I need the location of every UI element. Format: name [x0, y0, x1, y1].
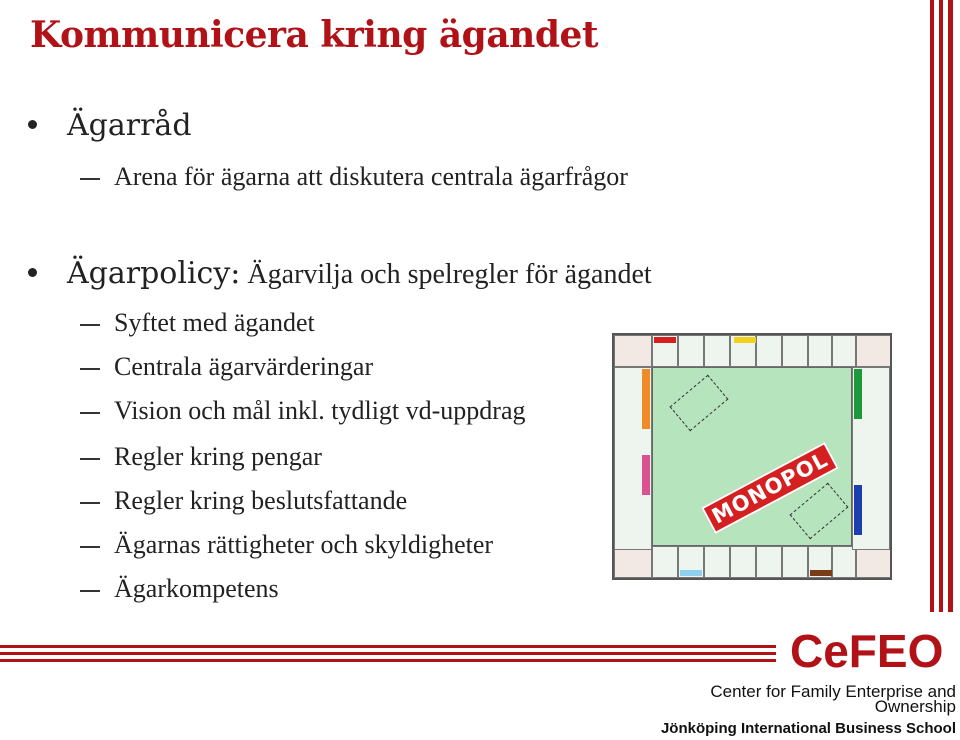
color-strip-pink	[642, 455, 650, 495]
dash-marker	[80, 324, 100, 326]
sub-bullet-text: Regler kring beslutsfattande	[114, 486, 408, 515]
accent-stripe	[939, 0, 943, 612]
sub-bullet	[80, 530, 493, 560]
accent-line	[0, 645, 776, 648]
sub-bullet	[80, 574, 279, 604]
dash-marker	[80, 502, 100, 504]
bullet-agarrad	[28, 106, 192, 143]
color-strip-yellow	[734, 337, 756, 343]
sub-bullet-text: Centrala ägarvärderingar	[114, 352, 374, 381]
board-cell	[704, 335, 730, 367]
monopoly-logo: MONOPOL	[701, 442, 839, 534]
slide-title: Kommunicera kring ägandet	[30, 14, 599, 56]
dash-marker	[80, 458, 100, 460]
school-name: Jönköping International Business School	[660, 720, 956, 737]
board-corner	[856, 335, 892, 367]
board-cell	[832, 335, 856, 367]
dash-marker	[80, 546, 100, 548]
dash-marker	[80, 590, 100, 592]
color-strip-brown	[810, 570, 832, 576]
monopoly-board-image	[612, 333, 892, 580]
sub-bullet	[80, 162, 628, 192]
board-cell	[652, 546, 678, 578]
brand-logo: CeFEO	[790, 625, 944, 677]
sub-bullet	[80, 486, 407, 516]
color-strip-lightblue	[680, 570, 702, 576]
dash-marker	[80, 178, 100, 180]
board-cell	[782, 546, 808, 578]
board-cell	[756, 335, 782, 367]
board-cell	[808, 335, 832, 367]
board-cell	[756, 546, 782, 578]
board-corner	[614, 335, 652, 367]
center-name: Center for Family Enterprise and Ownership	[710, 682, 956, 716]
sub-bullet-text: Regler kring pengar	[114, 442, 322, 471]
bullet-dot	[28, 120, 37, 129]
bullet-dot	[28, 268, 37, 277]
sub-bullet	[80, 396, 526, 426]
sub-bullet-text: Arena för ägarna att diskutera centrala ägarfrågor	[114, 162, 628, 191]
accent-line	[0, 652, 776, 655]
bullet-head: Ägarpolicy:	[67, 256, 241, 291]
dash-marker	[80, 412, 100, 414]
sub-bullet-text: Ägarnas rättigheter och skyldigheter	[114, 530, 494, 559]
sub-bullet	[80, 442, 322, 472]
color-strip-red	[654, 337, 676, 343]
board-cell	[730, 546, 756, 578]
board-cell	[782, 335, 808, 367]
bullet-agarpolicy	[28, 254, 652, 291]
sub-bullet	[80, 308, 315, 338]
board-corner	[856, 546, 892, 578]
sub-bullet	[80, 352, 373, 382]
sub-bullet-text: Vision och mål inkl. tydligt vd-uppdrag	[114, 396, 526, 425]
accent-stripe	[948, 0, 953, 612]
accent-line	[0, 659, 776, 662]
color-strip-blue	[854, 485, 862, 535]
sub-bullet-text: Syftet med ägandet	[114, 308, 315, 337]
board-cell	[704, 546, 730, 578]
bullet-head: Ägarråd	[67, 108, 192, 143]
board-corner	[614, 546, 652, 578]
accent-stripe	[930, 0, 934, 612]
sub-bullet-text: Ägarkompetens	[114, 574, 279, 603]
board-cell	[678, 335, 704, 367]
dash-marker	[80, 368, 100, 370]
board-cell	[832, 546, 856, 578]
color-strip-green	[854, 369, 862, 419]
color-strip-orange	[642, 369, 650, 429]
bullet-rest: Ägarvilja och spelregler för ägandet	[240, 259, 652, 290]
